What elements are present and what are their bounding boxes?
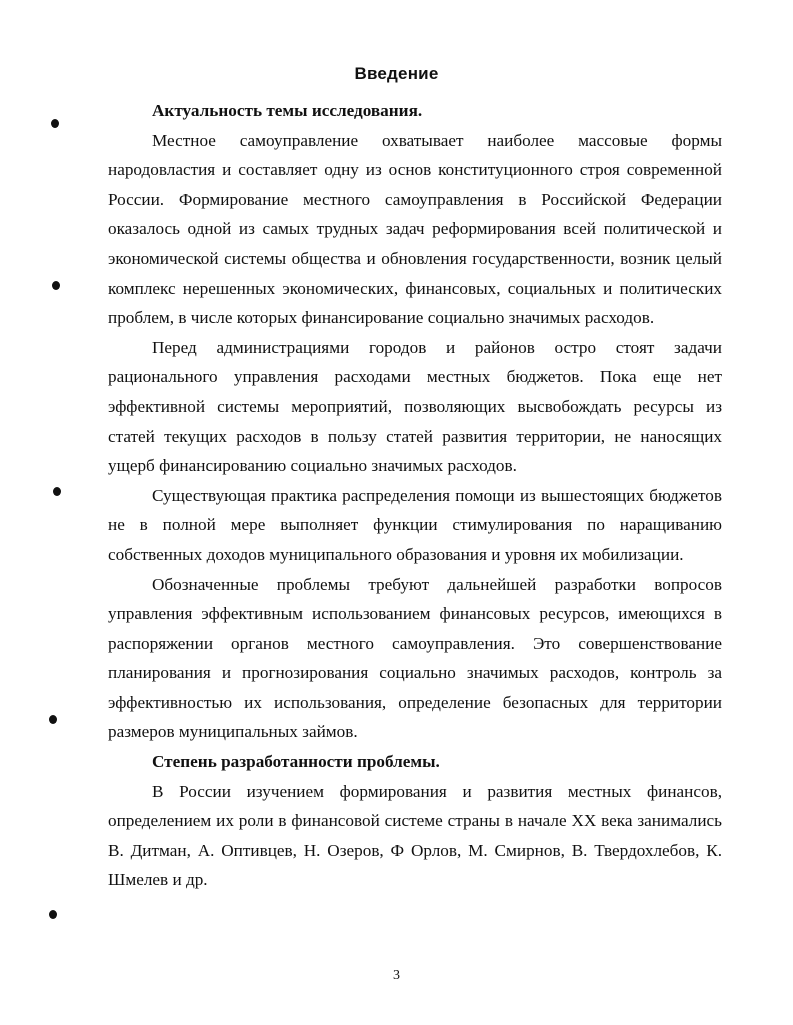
scan-mark-dot [53, 487, 61, 496]
section-heading-development: Степень разработанности проблемы. [152, 752, 440, 772]
scan-mark-dot [49, 910, 57, 919]
scan-mark-dot [52, 281, 60, 290]
paragraph: Местное самоуправление охватывает наиболее массовые формы народовластия и составляет одну из основ конституционного строя современной России. Формирование местного самоуправления в Российской Федерации оказалось одной из самых трудных задач реформирования всей политической и экономической системы общества и обновления государственности, возник целый комплекс нерешенных экономических, финансовых, социальных и политических проблем, в числе которых финансирование социально значимых расходов. [108, 130, 722, 328]
paragraph: В России изучением формирования и развития местных финансов, определением их роли в финансовой системе страны в начале XX века занимались В. Дитман, А. Оптивцев, Н. Озеров, Ф Орлов, М. Смирнов, В. Твердохлебов, К. Шмелев и др. [108, 781, 722, 890]
document-body [108, 96, 722, 895]
paragraph: Перед администрациями городов и районов остро стоят задачи рационального управления расходами местных бюджетов. Пока еще нет эффективной системы мероприятий, позволяющих высвобождать ресурсы из статей текущих расходов в пользу статей развития территории, не наносящих ущерб финансированию социально значимых расходов. [108, 337, 722, 476]
paragraph: Существующая практика распределения помощи из вышестоящих бюджетов не в полной мере выполняет функции стимулирования по наращиванию собственных доходов муниципального образования и уровня их мобилизации. [108, 485, 722, 564]
page-number: 3 [393, 968, 400, 983]
scan-mark-dot [49, 715, 57, 724]
section-heading-relevance: Актуальность темы исследования. [152, 101, 423, 120]
scan-mark-dot [51, 119, 59, 128]
paragraph: Обозначенные проблемы требуют дальнейшей разработки вопросов управления эффективным использованием финансовых ресурсов, имеющихся в распоряжении органов местного самоуправления. Это совершенствование планирования и прогнозирования социально значимых расходов, контроль за эффективностью их использования, определение безопасных для территории размеров муниципальных займов. [108, 574, 722, 742]
page-title: Введение [354, 64, 439, 83]
